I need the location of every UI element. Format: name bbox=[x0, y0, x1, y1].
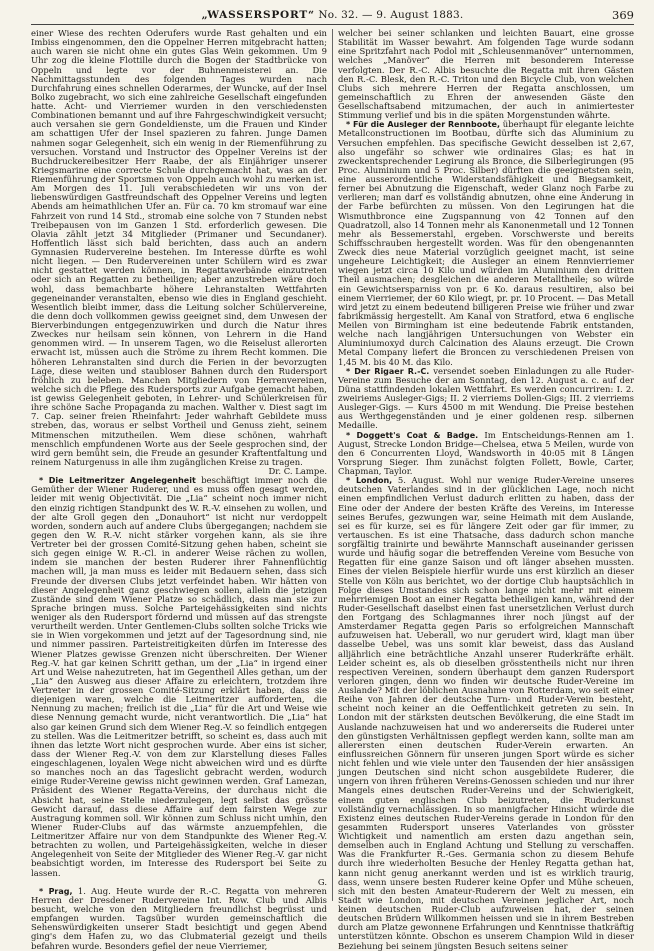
journal-name: „WASSERSPORT“ bbox=[201, 9, 315, 21]
right-column bbox=[335, 28, 634, 951]
doggett-text: Im Entscheidungs-Rennen am 1. August, Strecke London Bridge—Chelsea, etwa 5 Meilen, wurde von den 6 Concurrenten Lloyd, Wandsworth in 40:05 mit 8 Längen Vorsprung Sieger. Ihm zunächst folgten Follett, Bowle, Carter, Chapman, Taylor. bbox=[338, 429, 634, 476]
prag-continuation: welcher bei seiner schlanken und leichten Bauart, eine grosse Stabilität im Wasser bewahrt. Am folgenden Tage wurde sodann eine Spritzfahrt nach Podol mit „Schleusenmanöver“ unternommen, welches „Manöver“ die Herren mit besonderem Interesse verfolgten. Der R.-C. Albis besuchte die Regatta mit ihren Gästen den R.-C. Blesk, den R.-C. Triton und den Bicycle Club, von welchen Clubs sich mehrere Herren der Regatta anschlossen, um gemeinschaftlich zu Ehren der anwesenden Gäste den Gesellschaftsabend mitzumachen, der auch in animiertester Stimmung verlief und bis in die späten Morgenstunden währte. bbox=[338, 28, 634, 121]
article-columns bbox=[31, 28, 634, 951]
leitmeritz-signature: G. bbox=[317, 876, 327, 887]
leitmeritz-article bbox=[31, 476, 327, 887]
olavia-report bbox=[31, 29, 327, 476]
aluminium-heading: * Für die Ausleger der Rennboote, bbox=[346, 120, 501, 130]
london-heading: * London, bbox=[346, 476, 393, 486]
issue-info: No. 32. — 9. August 1883. bbox=[318, 9, 464, 21]
olavia-text: einer Wiese des rechten Oderufers wurde Rast gehalten und ein Imbiss eingenommen, den die Oppelner Herren mitgebracht hatten; auch waren sie nicht ohne ein gutes Glas Wein gekommen. Um 9 Uhr zog die kleine Flottille durch die Bogen der Stadtbrücke von Oppeln und legte vor der Buhnenmeisterei an. Die Nachmittagsstunden des folgenden Tages wurden nach Durchfahrung eines schnellen Oderarmes, der Wuncke, auf der Insel Bolko zugebracht, wo sich eine zahlreiche Gesellschaft eingefunden hatte. Acht- und Vierriemer wurden in den verschiedensten Combinationen bemannt und auf ihre Fahrgeschwindigkeit versucht; auch versahen sie gern Gondeldienste, um die Frauen und Kinder am schattigen Ufer der Insel spazieren zu fahren. Junge Damen nahmen sogar Gelegenheit, sich ein wenig in der Riemenführung zu versuchen. Vorstand und Instructor des Oppelner Vereins ist der Buchdruckereibesitzer Herr Raabe, der als Einjähriger unserer Kriegsmarine eine correcte Schule durchgemacht hat, was an der Riemenführung der Sportsmen von Oppeln auch wohl zu merken ist. Am Morgen des 11. Juli verabschiedeten wir uns von der liebenswürdigen Gastfreundschaft des Oppelner Vereins und legten Abends am heimathlichen Ufer an. Für ca. 70 km stromauf war eine Fahrzeit von rund 14 Std., stromab eine solche von 7 Stunden nebst Treibepausen von im Ganzen 1 Std. erforderlich gewesen. Die Olavia zählt jetzt 34 Mitglieder (Primaner und Secundaner). Hoffentlich lässt sich bald berichten, dass auch an andern Gymnasien Rudervereine bestehen. Im Interesse dürfte es wohl nicht liegen. — Den Rudervereinen unter Schülern wird es zwar nicht gestattet werden können, in Regattawerbände einzutreten oder sich an Regatten zu betheiligen; aber anzustreben wäre doch wohl, dass bemachbarte höhere Lehranstalten Wettfahrten gegeneinander veranstalten, ebenso wie dies in England geschieht. Wesentlich bleibt immer, dass die Leitung solcher Schülervereine, die denn doch vollkommen gewiss geeignet sind, dem Unwesen der Bierverbindungen entgegenzuwirken und durch die Natur ihres Zweckes nur heilsam sein können, von Lehrern in die Hand genommen wird. — In unserem Tagen, wo die Reiselust allerorten erwacht ist, müssen auch die Ströme zu ihrem Recht kommen. Die höheren Lehranstalten sind durch die Ferien in der bevorzugten Lage, diese weiten und staubloser Bahnen durch den Rudersport fröhlich zu beleben. Manchen Mitgliedern von Herrenvereinen, welche sich die Pflege des Rudersports zur Aufgabe gemacht haben, ist gewiss Gelegenheit geboten, in Lehrer- und Schülerkreisen für ihre schöne Sache Propaganda zu machen. Walther v. Diest sagt im 7. Cap. seiner freien Rheinfahrt: Jeder wahrhaft Gebildete muss streben, das, woraus er selbst Vortheil und Genuss zieht, seinem Mitmenschen mitzutheilen. Wem diese schönen, wahrhaft menschlich empfundenen Worte aus der Seele gesprochen sind, der wird gern bemüht sein, die Freude an gesunder Kraftentfaltung und reinem Naturgenuss in alle ihm zugänglichen Kreise zu tragen. bbox=[31, 28, 327, 467]
left-column bbox=[31, 28, 330, 951]
rigaer-article bbox=[338, 367, 634, 431]
london-article bbox=[338, 476, 634, 951]
running-title bbox=[31, 9, 634, 21]
leitmeritz-heading: * Die Leitmeritzer Angelegenheit bbox=[39, 476, 196, 486]
leitmeritz-text: beschäftigt immer noch die Gemüther der Wiener Ruderer, und es muss offen gesagt werden, leider mit wenig Objectivität. Die „Lia“ scheint noch immer nicht den einzig richtigen Standpunkt des W. R.-V. einsehen zu wollen, und der alte Groll gegen den „Donauhort“ ist nicht nur verdoppelt worden, sondern auch auf andere Clubs übergegangen; nachdem sie gegen den W. R.-V. nicht stärker vorgehen kann, als sie ihre Vertreter bei der grossen Comité-Sitzung gehen haben, scheint sie sich gegen einige W. R.-Cl. in anderer Weise rächen zu wollen, indem sie manchen der besten Ruderer ihrer Fahnenflüchtig machen will, ja man muss es leider mit Bedauern sehen, dass sich Freunde der diversen Clubs jetzt verfeindet haben. Wir hätten von dieser Angelegenheit ganz geschwiegen sollen, allein die jetzigen Zustände sind dem Wiener Platze so schädlich, dass man sie zur Sprache bringen muss. Solche Parteigehässigkeiten sind nichts weniger als den Rudersport fördernd und müssen auf das strengste verurtheilt werden. Unter Gentlemen-Clubs sollten solche Tricks wie sie in Wien vorgekommen und jetzt auf der Tagesordnung sind, nie und nimmer passiren. Parteistreitigkeiten dürfen im Interesse des Wiener Platzes gewisse Grenzen nicht überschreiten. Der Wiener Reg.-V. hat gar keinen Schritt gethan, um der „Lia“ in irgend einer Art und Weise nahezutreten, hat im Gegentheil Alles gethan, um der „Lia“ den Ausweg aus dieser Affaire zu erleichtern, trotzdem ihre Vertreter in der grossen Comité-Sitzung erklärt haben, dass sie diejenigen waren, welche die Leitmeritzer aufforderten, die Nennung zu machen; freilich ist die „Lia“ für die Art und Weise wie diese Nennung gemacht wurde, nicht verantwortlich. Die „Lia“ hat also gar keinen Grund sich dem Wiener Reg.-V. so feindlich entgegen zu stellen. Was die Leitmeritzer betrifft, so scheint es, dass auch mit ihnen das letzte Wort nicht gesprochen wurde. Aber eins ist sicher, dass der Wiener Reg.-V. von dem zur Klarstellung dieses Falles eingeschlagenen, loyalen Wege nicht abweichen wird und es dürfte so manches noch an das Tageslicht gebracht werden, wodurch einige Ruder-Vereine gewiss nicht gewinnen werden. Graf Lamezan, Präsident des Wiener Regatta-Vereins, der durchaus nicht die Absicht hat, seine Stelle niederzulegen, legt selbst das grösste Gewicht darauf, dass diese Affaire auf dem fairsten Wege zur Austragung kommen soll. Wir können zum Schluss nicht umhin, den Wiener Ruder-Clubs auf das wärmste anzuempfehlen, die Leitmeritzer Affaire nur von dem Standpunkte des Wiener Reg.-V. betrachten zu wollen, und Parteigehässigkeiten, welche in dieser Angelegenheit von Seite der Mitglieder des Wiener Reg.-V. gar nicht beabsichtigt worden, im Interesse des Rudersport bei Seite zu lassen. bbox=[31, 475, 328, 878]
doggett-heading: * Doggett's Coat & Badge. bbox=[346, 430, 479, 440]
rigaer-text: versendet soeben Einladungen zu alle Ruder-Vereine zum Besuche der am Sonntag, den 12. August a. c. auf der Düna stattfindenden lokalen Wettfahrt. Es werden concurriren: I. 2. zweiriems Ausleger-Gigs; II. 2 vierriems Dollen-Gigs; III. 2 vierriems Ausleger-Gigs. — Kurs 4500 m mit Wendung. Die Preise bestehen aus Werthgegenständen und je einer goldenen resp. silbernen Medaille. bbox=[338, 365, 634, 431]
prag-article bbox=[31, 887, 327, 951]
rigaer-heading: * Der Rigaer R.-C. bbox=[346, 366, 430, 376]
prag-text: 1. Aug. Heute wurde der R.-C. Regatta von mehreren Herren der Dresdener Rudervereine Int. Row. Club und Albis besucht, welche von den Mitgliedern freundlichst begrüsst und empfangen wurden. Tagsüber wurden gemeinschaftlich die Sehenswürdigkeiten unserer Stadt besichtigt und gegen Abend ging's dem Hafen zu, wo das Clubmaterial gezeigt und theils befahren wurde. Besonders gefiel der neue Vierriemer, bbox=[31, 885, 327, 951]
column-divider bbox=[332, 29, 333, 901]
author-signature: Dr. C. Lampe. bbox=[268, 466, 327, 476]
london-text: 5. August. Wohl nur wenige Ruder-Vereine unseres deutschen Vaterlandes sind in der glücklichen Lage, noch nicht einen empfindlichen Verlust dadurch erlitten zu haben, dass der Eine oder der Andere der besten Kräfte des Vereins, im Interesse seines Berufes, gezwungen war, seine Heimath mit dem Auslande, sei es für kurze, sei es für längere Zeit oder gar für immer, zu vertauschen. Es ist eine Thatsache, dass dadurch schon manche sorgfältig trainirte und bewährte Mannschaft auseinander gerissen wurde und häufig sogar die betreffenden Vereine vom Besuche von Regatten für eine ganze Saison und oft länger absehen mussten. Eines der vielen Beispiele hierfür wurde uns erst kürzlich an dieser Stelle von Köln aus berichtet, wo der dortige Club hauptsächlich in Folge dieses Umstandes sich schon lange nicht mehr mit einem mehrriemigen Boot an einer Regatta betheiligen kann, während der Ruder-Gesellschaft daselbst einen fast unersetzlichen Verlust durch den Fortgang des Schlagmannes ihrer noch jüngst auf der Amsterdamer Regatta gegen Paris so erfolgreichen Mannschaft aufzuweisen hat. Ueberall, wo nur gerudert wird, klagt man über dasselbe Uebel, was uns somit klar beweist, dass das Ausland alljährlich eine beträchtliche Anzahl unserer Ruderkräfte erhält. Leider scheint es, als ob dieselben grösstentheils nicht nur ihren respectiven Vereinen, sondern überhaupt dem ganzen Rudersport verloren gingen, denn wo finden wir deutsche Ruder-Vereine im Auslande? Mit der löblichen Ausnahme von Rotterdam, wo seit einer Reihe von Jahren der deutsche Turn- und Ruder-Verein besteht, scheint noch keiner an die Oeffentlichkeit getreten zu sein. In London mit der stärksten deutschen Bevölkerung, die eine Stadt im Auslande nachzuweisen hat und wo andererseits die Ruderei unter den günstigsten Verhältnissen gepflegt werden kann, sollte man am allerersten einen deutschen Ruder-Verein erwarten. An einflussreichen Gönnern für unseren jungen Sport würde es sicher nicht fehlen und wie viele unter den Tausenden der hier ansässigen jungen Deutschen sind nicht schon ausgebildete Ruderer, die ungern von ihren früheren Vereins-Genossen schieden und nur ihrer Mangels eines deutschen Ruder-Vereins und der Schwierigkeit, einem guten englischen Club beizutreten, die Ruderkunst vollständig vernachlässigen. In so mannigfacher Hinsicht würde die Existenz eines deutschen Ruder-Vereins gerade in London für den gesammten Rudersport unseres Vaterlandes von grösster Wichtigkeit und namentlich am ersten dazu angethan sein, demselben auch in England Achtung und Stellung zu verschaffen. Was die Frankfurter R.-Ges. Germania schon zu diesem Behufe durch ihre wiederholten Besuche der Henley Regatta gethan hat, kann nicht genug anerkannt werden und ist es wirklich traurig, dass, wenn unsere besten Ruderer keine Opfer und Mühe scheuen, sich mit den besten Amateur-Ruderern der Welt zu messen, ein Stadt wie London, mit deutschen Vereinen jeglicher Art, noch keinen deutschen Ruder-Club aufzuweisen hat, der seinen deutschen Brüdern Willkommen heissen und sie in ihrem Bestreben durch am Platze gewonnene Erfahrungen und Kenntnisse thatkräftig unterstützen könnte. Obschon es unserem Champion Wild in dieser Beziehung bei seinem jüngsten Besuch seitens seiner bbox=[338, 475, 634, 951]
prag-heading: * Prag, bbox=[39, 886, 73, 896]
doggett-article bbox=[338, 431, 634, 477]
page-header bbox=[31, 8, 634, 25]
aluminium-text: überhaupt für elegante leichte Metallconstructionen im Bootbau, dürfte sich das Aluminium zu Versuchen empfehlen. Das specifische Gewicht desselben ist 2,67, also ungefähr so schwer wie ordinaires Glas; es hat in zweckentsprechender Legirung als Bronce, die Silberlegirungen (95 Proc. Aluminium und 5 Proc. Silber) dürften die geeignetsten sein, eine ausserordentliche Widerstandsfähigkeit und Biegsamkeit, ferner bei Abnutzung die Eigenschaft, weder Glanz noch Farbe zu verlieren; man darf es vollständig abnutzen, ohne eine Änderung in der Farbe befürchten zu müssen. Von den Legirungen hat die Wismuthbronce eine Zugspannung von 42 Tonnen auf den Quadratzoll, also 14 Tonnen mehr als Kanonenmetall und 12 Tonnen mehr als Bessemerstahl, ergeben. Vorschwerste und bereits Schiffsschrauben hergestellt worden. Was für den obengenannten Zweck dies neue Material vorzüglich geeignet macht, ist seine ungeheure Leichtigkeit; die Ausleger an einem Rennvierriemer wiegen jetzt circa 10 Kilo und würden im Aluminium den dritten Theil ausmachen; desgleichen die anderen Metalltheile; so würde ein Gewichtsersparniss von pr. 6 Ko. daraus resultiren, also bei einem Vierriemer, der 60 Kilo wiegt, pr. pr. 10 Procent. — Das Metall wird jetzt zu einem bedeutend billigeren Preise wie früher und zwar fabrikmässig hergestellt. Am Kanal von Stratford, etwa 6 englische Meilen von Birmingham ist eine bedeutende Fabrik entstanden, welche nach langjährigen Untersuchungen von Webster ein Aluminiumoxyd durch Calcination des Alauns erzeugt. Die Crown Metal Company liefert die Broncen zu verschiedenen Preisen von 1,45 M. bis 40 M. das Kilo. bbox=[338, 119, 634, 367]
page-number: 369 bbox=[612, 8, 634, 22]
aluminium-article bbox=[338, 120, 634, 366]
